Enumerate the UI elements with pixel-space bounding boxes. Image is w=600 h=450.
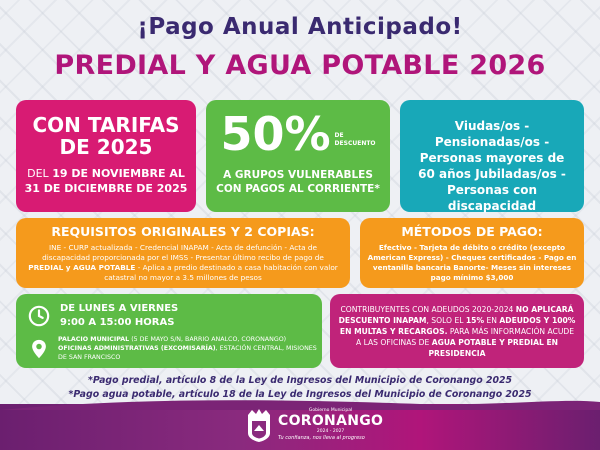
tarifas-title-line1: CON TARIFAS xyxy=(32,113,180,137)
grupos-box xyxy=(400,100,584,212)
adeudos-text xyxy=(330,304,584,359)
adeudos-multas: ADEUDOS Y 100% EN MULTAS Y RECARGOS. xyxy=(339,316,576,336)
direccion-oficinas: OFICINAS ADMINISTRATIVAS (EXCOMISARÍA) xyxy=(58,345,216,352)
location-pin-icon xyxy=(28,338,50,360)
headline-predial-agua: PREDIAL Y AGUA POTABLE 2026 xyxy=(54,50,546,81)
coronango-logo-text xyxy=(278,408,383,442)
tarifas-date-start: 19 DE NOVIEMBRE AL xyxy=(52,167,185,180)
tarifas-del: DEL xyxy=(27,167,53,180)
metodos-body: Efectivo - Tarjeta de débito o crédito (excepto American Express) - Cheques certificados - Pago en ventanilla bancaria Banorte- Meses sin intereses pago mínimo $3,000 xyxy=(367,243,577,282)
logo-tagline: Tu confianza, nos lleva al progreso xyxy=(278,435,365,441)
metodos-box xyxy=(360,218,584,288)
tarifas-title-line2: DE 2025 xyxy=(59,135,153,159)
direccion-palacio: PALACIO MUNICIPAL xyxy=(58,336,130,343)
requisitos-title: REQUISITOS ORIGINALES Y 2 COPIAS: xyxy=(51,224,315,239)
tarifas-box xyxy=(16,100,196,212)
adeudos-p2: , SOLO EL xyxy=(426,316,466,325)
tarifas-date-end: 31 DE DICIEMBRE DE 2025 xyxy=(24,182,188,195)
horario-hours: 9:00 A 15:00 HORAS xyxy=(60,317,175,328)
descuento-label-de: DE xyxy=(334,132,344,139)
tarifas-dates xyxy=(16,166,196,196)
descuento-label xyxy=(335,132,376,148)
horario-box xyxy=(16,294,322,368)
horario-row xyxy=(16,302,322,330)
coronango-emblem-icon xyxy=(244,407,274,443)
descuento-sub: A GRUPOS VULNERABLES CON PAGOS AL CORRIENTE* xyxy=(216,169,380,195)
logo-years: 2024 - 2027 xyxy=(316,429,345,434)
horario-days: DE LUNES A VIERNES xyxy=(60,303,179,314)
descuento-percent: 50% xyxy=(220,107,331,161)
direccion-palacio-detalle: (5 DE MAYO S/N, BARRIO ANALCO, CORONANGO) xyxy=(129,336,287,343)
logo-name: CORONANGO xyxy=(278,413,384,429)
requisitos-body-part1: INE - CURP actualizada - Credencial INAPAM - Acta de defunción - Acta de discapacidad proporcionada por el IMSS - Presentar último recibo de pago de xyxy=(42,243,324,262)
requisitos-box xyxy=(16,218,350,288)
adeudos-p1: CONTRIBUYENTES CON ADEUDOS 2020-2024 xyxy=(340,305,516,314)
requisitos-body-part2: - Aplica a predio destinado a casa habitación con valor catastral no mayor a 3.5 millones de pesos xyxy=(104,263,338,282)
adeudos-oficinas: AGUA POTABLE Y PREDIAL EN PRESIDENCIA xyxy=(428,338,559,358)
footnote-agua: *Pago agua potable, artículo 18 de la Ley de Ingresos del Municipio de Coronango 2025 xyxy=(68,389,532,400)
coronango-logo xyxy=(244,407,383,443)
horario-text xyxy=(60,302,178,330)
headline-anticipado: ¡Pago Anual Anticipado! xyxy=(137,14,463,40)
clock-icon xyxy=(28,305,50,327)
descuento-label-descuento: DESCUENTO xyxy=(334,140,376,147)
descuento-box xyxy=(206,100,390,212)
footnote-predial: *Pago predial, artículo 8 de la Ley de Ingresos del Municipio de Coronango 2025 xyxy=(87,375,513,386)
adeudos-p4: PARA MÁS INFORMACIÓN ACUDE A LAS OFICINAS DE xyxy=(355,327,575,347)
logo-gobierno: Gobierno Municipal xyxy=(308,408,353,413)
adeudos-p3: EN xyxy=(484,316,500,325)
direccion-row xyxy=(16,335,322,362)
metodos-title: MÉTODOS DE PAGO: xyxy=(401,224,543,239)
header xyxy=(0,14,600,81)
descuento-percent-row xyxy=(206,107,390,161)
adeudos-15: 15% xyxy=(465,316,485,325)
direccion-text xyxy=(58,335,322,362)
grupos-text: Viudas/os - Pensionadas/os - Personas mayores de 60 años Jubiladas/os - Personas con discapacidad xyxy=(418,119,566,213)
tarifas-title xyxy=(16,114,196,158)
requisitos-body xyxy=(16,243,350,283)
adeudos-no-inapam: NO APLICARÁ DESCUENTO INAPAM xyxy=(338,305,574,325)
adeudos-box xyxy=(330,294,584,368)
direccion-oficinas-detalle: , ESTACIÓN CENTRAL, MISIONES DE SAN FRANCISCO xyxy=(58,345,317,361)
requisitos-body-bold: PREDIAL y AGUA POTABLE xyxy=(28,263,136,272)
